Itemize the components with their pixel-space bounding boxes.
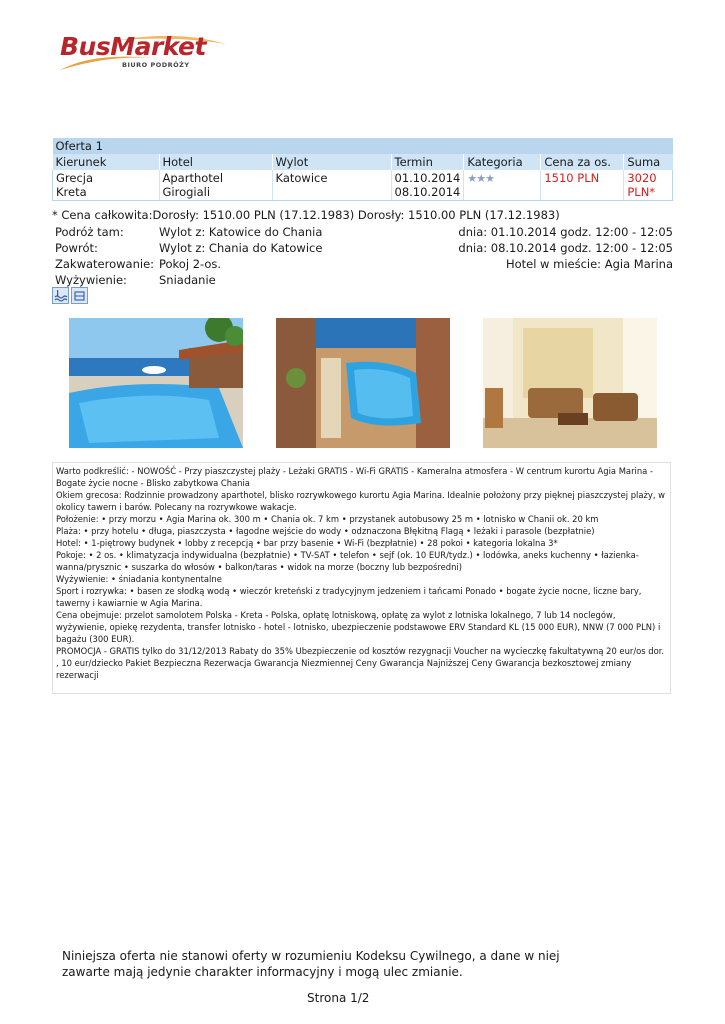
departure-label: Podróż tam: [55, 225, 124, 239]
cell-kategoria [464, 170, 541, 201]
return-value: Wylot z: Chania do Katowice [159, 241, 323, 255]
detail-row-departure [55, 225, 673, 241]
departure-date: dnia: 01.10.2014 godz. 12:00 - 12:05 [458, 225, 673, 239]
detail-row-return [55, 241, 673, 257]
detail-row-board [55, 273, 673, 289]
desc-hotel: Hotel: • 1-piętrowy budynek • lobby z recepcją • bar przy basenie • Wi-Fi (bezpłatnie) • 28 pokoi • kategoria lokalna 3* [56, 538, 558, 548]
desc-grecos: Okiem grecosa: Rodzinnie prowadzony aparthotel, blisko rozrywkowego kurortu Agia Marina. Idealnie położony przy pięknej piaszczystej plaży, w okolicy tawern i barów. Polecany na rozrywkowe wakacje. [56, 490, 666, 512]
col-hotel: Hotel [159, 154, 272, 170]
detail-row-accommodation [55, 257, 673, 273]
cell-suma [624, 170, 673, 201]
kierunek-country: Grecja [56, 171, 94, 185]
room-icon [71, 287, 88, 304]
offer-table [52, 138, 673, 201]
departure-value: Wylot z: Katowice do Chania [159, 225, 323, 239]
hotel-city: Hotel w mieście: Agia Marina [505, 257, 673, 271]
return-label: Powrót: [55, 241, 98, 255]
desc-price-includes: Cena obejmuje: przelot samolotem Polska - Kreta - Polska, opłatę lotniskową, opłatę za wylot z lotniska lokalnego, 7 lub 14 noclegów, wyżywienie, opiekę rezydenta, transfer lotnisko - hotel - lotnisko, ubezpieczenie podstawowe ERV Standard KL (15 000 EUR), NNW (7 000 PLN) i bagażu (300 EUR). [56, 610, 661, 644]
cell-wylot: Katowice [272, 170, 391, 201]
col-termin: Termin [391, 154, 464, 170]
table-row [53, 170, 673, 201]
desc-location: Położenie: • przy morzu • Agia Marina ok. 300 m • Chania ok. 7 km • przystanek autobusowy 25 m • lotnisko w Chanii ok. 20 km [56, 514, 599, 524]
desc-rooms: Pokoje: • 2 os. • klimatyzacja indywidualna (bezpłatnie) • TV-SAT • telefon • sejf (ok. 10 EUR/tydz.) • lodówka, aneks kuchenny • łazienka-wanna/prysznic • suszarka do włosów • balkon/taras • widok na morze (boczny lub bezpośredni) [56, 550, 639, 572]
col-kierunek: Kierunek [53, 154, 160, 170]
desc-highlights: Warto podkreślić: - NOWOŚĆ - Przy piaszczystej plaży - Leżaki GRATIS - Wi-Fi GRATIS - Kameralna atmosfera - W centrum kurortu Agia Marina - Bogate życie nocne - Blisko zabytkowa Chania [56, 466, 653, 488]
termin-start: 01.10.2014 [394, 171, 461, 185]
col-wylot: Wylot [272, 154, 391, 170]
board-value: Sniadanie [159, 273, 216, 287]
cell-termin [391, 170, 464, 201]
star-rating-icon: ★★★ [467, 172, 494, 185]
accommodation-value: Pokoj 2-os. [159, 257, 222, 271]
logo-subtitle: BIURO PODRÓŻY [122, 61, 190, 69]
pool-icon [52, 287, 69, 304]
suma-currency: PLN* [627, 185, 656, 199]
cell-cena: 1510 PLN [541, 170, 624, 201]
desc-sport: Sport i rozrywka: • basen ze słodką wodą • wieczór kreteński z tradycyjnym jedzeniem i tańcami Ponado • bogate życie nocne, liczne bary, tawerny i kawiarnie w Agia Marina. [56, 586, 642, 608]
cell-hotel: Aparthotel Girogiali [159, 170, 272, 201]
kierunek-region: Kreta [56, 185, 87, 199]
offer-description [52, 462, 671, 694]
photo-room [483, 318, 657, 448]
busmarket-logo [58, 30, 228, 78]
trip-details [55, 225, 673, 289]
suma-value: 3020 [627, 171, 657, 185]
desc-beach: Plaża: • przy hotelu • długa, piaszczysta • łagodne wejście do wody • odznaczona Błękitną Flagą • leżaki i parasole (bezpłatnie) [56, 526, 595, 536]
amenity-icons [52, 287, 90, 307]
accommodation-label: Zakwaterowanie: [55, 257, 155, 271]
col-kategoria: Kategoria [464, 154, 541, 170]
photo-pool-sea [69, 318, 243, 448]
cell-kierunek [53, 170, 160, 201]
offer-title: Oferta 1 [53, 138, 673, 154]
logo-name: BusMarket [60, 32, 206, 61]
total-price-note: * Cena całkowita:Dorosły: 1510.00 PLN (17.12.1983) Dorosły: 1510.00 PLN (17.12.1983) [52, 208, 560, 222]
offer-header-row [53, 154, 673, 170]
col-suma: Suma [624, 154, 673, 170]
board-label: Wyżywienie: [55, 273, 127, 287]
col-cena: Cena za os. [541, 154, 624, 170]
page-number: Strona 1/2 [307, 991, 370, 1005]
desc-board: Wyżywienie: • śniadania kontynentalne [56, 574, 222, 584]
termin-end: 08.10.2014 [394, 185, 461, 199]
photo-pool-aerial [276, 318, 450, 448]
legal-disclaimer: Niniejsza oferta nie stanowi oferty w rozumieniu Kodeksu Cywilnego, a dane w niej zawarte mają jedynie charakter informacyjny i mogą ulec zmianie. [62, 949, 560, 979]
return-date: dnia: 08.10.2014 godz. 12:00 - 12:05 [458, 241, 673, 255]
desc-promotion: PROMOCJA - GRATIS tylko do 31/12/2013 Rabaty do 35% Ubezpieczenie od kosztów rezygnacji Voucher na wycieczkę fakultatywną 20 eur/os dor. , 10 eur/dziecko Pakiet Bezpieczna Rezerwacja Gwarancja Niezmiennej Ceny Gwarancja Najniższej Ceny Gwarancja bezkosztowej zmiany rezerwacji [56, 646, 665, 680]
offer-title-row [53, 138, 673, 154]
